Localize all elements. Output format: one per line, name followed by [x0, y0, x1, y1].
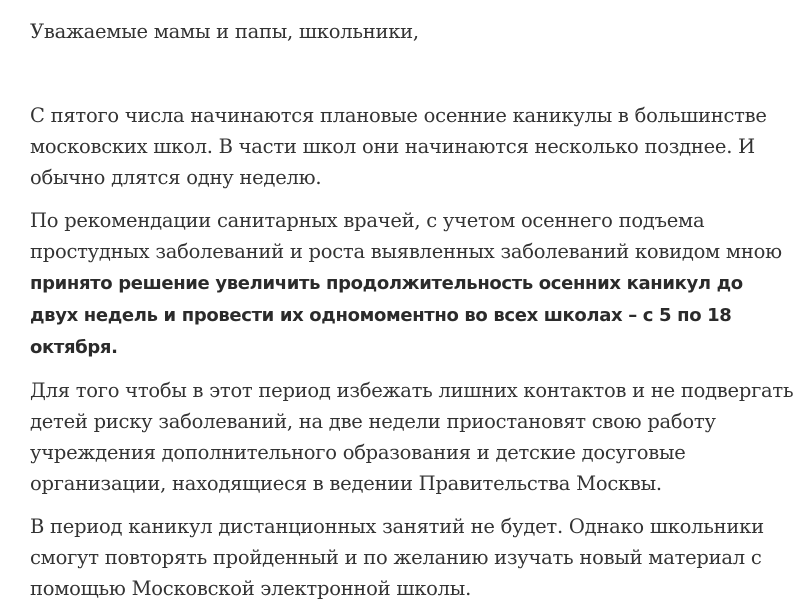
- article-body: [30, 16, 795, 616]
- decision-emphasis: принято решение увеличить продолжительность осенних каникул до двух недель и провести их одномоментно во всех школах – с 5 по 18 октября.: [30, 273, 743, 358]
- decision-intro: По рекомендации санитарных врачей, с учетом осеннего подъема простудных заболеваний и роста выявленных заболеваний ковидом мною: [30, 209, 782, 263]
- paragraph-no-distance-learning: В период каникул дистанционных занятий не будет. Однако школьники смогут повторять пройденный и по желанию изучать новый материал с помощью Московской электронной школы.: [30, 515, 764, 600]
- greeting: Уважаемые мамы и папы, школьники,: [30, 20, 419, 43]
- paragraph-closures: Для того чтобы в этот период избежать лишних контактов и не подвергать детей риску заболеваний, на две недели приостановят свою работу учреждения дополнительного образования и детские досуговые организации, находящиеся в ведении Правительства Москвы.: [30, 379, 794, 495]
- paragraph-holidays-start: С пятого числа начинаются плановые осенние каникулы в большинстве московских школ. В части школ они начинаются несколько позднее. И обычно длятся одну неделю.: [30, 104, 767, 189]
- paragraph-decision: [30, 205, 795, 363]
